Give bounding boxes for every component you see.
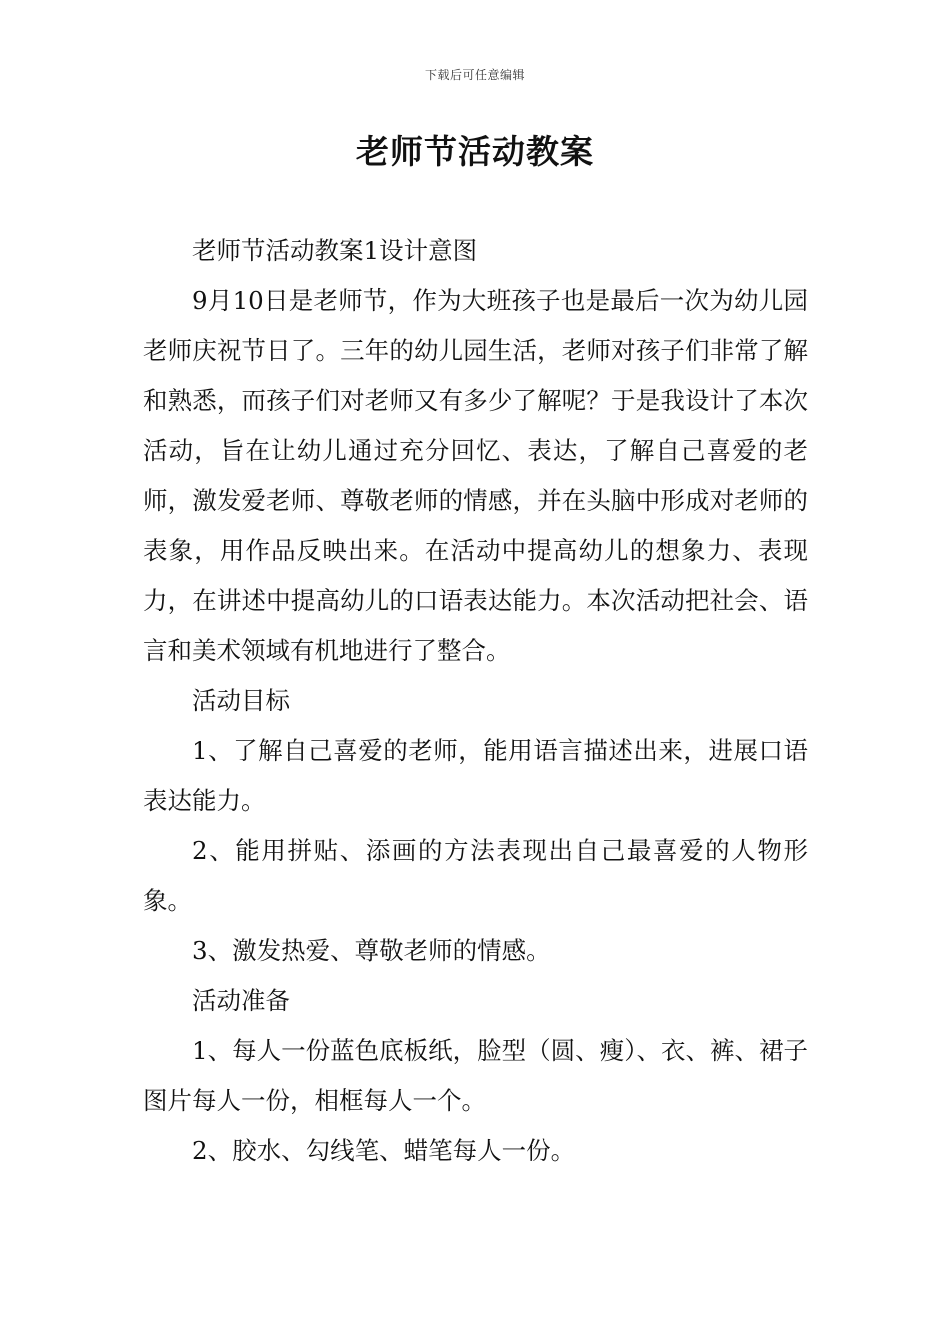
paragraph-goal-1: 1、了解自己喜爱的老师，能用语言描述出来，进展口语表达能力。 — [143, 736, 808, 815]
paragraph-goal-2: 2、能用拼贴、添画的方法表现出自己最喜爱的人物形象。 — [143, 836, 808, 915]
paragraph-design-intent: 9月10日是老师节，作为大班孩子也是最后一次为幼儿园老师庆祝节日了。三年的幼儿园生活，老师对孩子们非常了解和熟悉，而孩子们对老师又有多少了解呢？于是我设计了本次活动，旨在让幼儿通过充分回忆、表达，了解自己喜爱的老师，激发爱老师、尊敬老师的情感，并在头脑中形成对老师的表象，用作品反映出来。在活动中提高幼儿的想象力、表现力，在讲述中提高幼儿的口语表达能力。本次活动把社会、语言和美术领域有机地进行了整合。 — [143, 286, 808, 665]
paragraph-preparation-heading: 活动准备 — [192, 986, 290, 1015]
document-body — [143, 226, 808, 1176]
paragraph-design-intent-heading: 老师节活动教案1设计意图 — [192, 236, 478, 265]
paragraph-preparation-2: 2、胶水、勾线笔、蜡笔每人一份。 — [192, 1136, 576, 1165]
paragraph-goals-heading: 活动目标 — [192, 686, 290, 715]
header-note: 下载后可任意编辑 — [424, 68, 525, 82]
paragraph-goal-3: 3、激发热爱、尊敬老师的情感。 — [192, 936, 551, 965]
paragraph-preparation-1: 1、每人一份蓝色底板纸，脸型（圆、瘦）、衣、裤、裙子图片每人一份，相框每人一个。 — [143, 1036, 808, 1115]
document-title: 老师节活动教案 — [356, 132, 594, 171]
